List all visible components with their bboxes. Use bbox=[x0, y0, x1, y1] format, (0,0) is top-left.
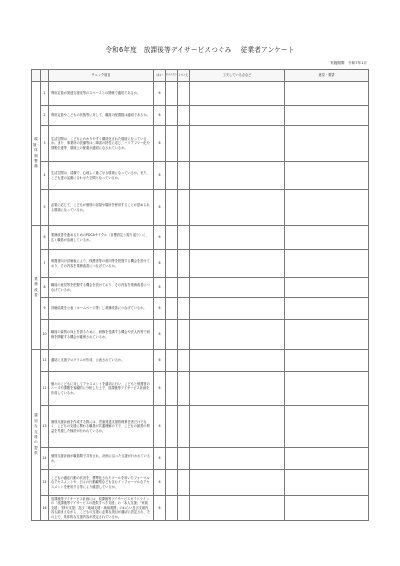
row-number: 2 bbox=[41, 106, 49, 126]
improvement-cell bbox=[190, 320, 285, 350]
remark-cell bbox=[285, 190, 369, 226]
table-row bbox=[32, 372, 369, 406]
header-no bbox=[41, 70, 49, 82]
dont-know-cell bbox=[166, 372, 178, 406]
row-number: 6 bbox=[41, 226, 49, 250]
remark-cell bbox=[285, 106, 369, 126]
check-item-text: 評価結果を公表（ホームページ等）し業務改善につなげているか。 bbox=[49, 298, 154, 320]
dont-know-cell bbox=[166, 406, 178, 448]
table-row bbox=[32, 250, 369, 278]
yes-count: 6 bbox=[154, 250, 166, 278]
no-answer-cell bbox=[178, 320, 190, 350]
table-row bbox=[32, 162, 369, 190]
dont-know-cell bbox=[166, 126, 178, 162]
dont-know-cell bbox=[166, 250, 178, 278]
remark-cell bbox=[285, 162, 369, 190]
header-check-item: チェック項目 bbox=[49, 70, 154, 82]
check-item-text: 放課後等デイサービス計画には、放課後等デイサービスガイドラインの「放課後等デイサービスの提供すべき支援」の「本人支援」「家族支援」「移行支援」及び「地域支援・地域連携」のねらい及び支援内容も踏まえながら、こどもの支援に必要な項目が適切に設定され、その上で、具体的な支援内容が設定されているか。 bbox=[49, 496, 154, 521]
remark-cell bbox=[285, 406, 369, 448]
row-number: 15 bbox=[41, 470, 49, 496]
header-remarks: 意見・要望 bbox=[285, 70, 369, 82]
row-number: 8 bbox=[41, 278, 49, 298]
check-item-text: 保護者向け評価表により、保護者等の意向等を把握する機会を設けており、その内容を業務改善につなげているか。 bbox=[49, 250, 154, 278]
no-answer-cell bbox=[178, 226, 190, 250]
remark-cell bbox=[285, 298, 369, 320]
no-answer-cell bbox=[178, 250, 190, 278]
row-number: 9 bbox=[41, 298, 49, 320]
improvement-cell bbox=[190, 406, 285, 448]
table-row bbox=[32, 470, 369, 496]
survey-period: 実施期間 令和7年1月 bbox=[330, 61, 367, 65]
check-item-text: 必要に応じて、こどもが個別の部屋や場所を使用することが認められる環境になっているか。 bbox=[49, 190, 154, 226]
table-row bbox=[32, 226, 369, 250]
improvement-cell bbox=[190, 350, 285, 372]
yes-count: 6 bbox=[154, 162, 166, 190]
yes-count: 6 bbox=[154, 448, 166, 470]
check-item-text: 適切に支援プログラムが作成、公表されているか。 bbox=[49, 350, 154, 372]
table-row bbox=[32, 82, 369, 106]
row-number: 13 bbox=[41, 406, 49, 448]
header-no-answer: いいえ bbox=[178, 70, 190, 82]
table-row bbox=[32, 298, 369, 320]
yes-count: 6 bbox=[154, 278, 166, 298]
dont-know-cell bbox=[166, 298, 178, 320]
remark-cell bbox=[285, 372, 369, 406]
dont-know-cell bbox=[166, 226, 178, 250]
check-item-text: 個別支援計画を作成する際には、児童発達支援管理責任者だけでなく、こどもの支援に関わる職員が共通理解の下で、こどもの最善の利益を考慮した検討が行われているか。 bbox=[49, 406, 154, 448]
no-answer-cell bbox=[178, 298, 190, 320]
category-cell: 業務改善 bbox=[32, 226, 41, 350]
yes-count: 6 bbox=[154, 470, 166, 496]
yes-count: 6 bbox=[154, 226, 166, 250]
header-yes: はい bbox=[154, 70, 166, 82]
yes-count: 6 bbox=[154, 406, 166, 448]
table-row bbox=[32, 190, 369, 226]
no-answer-cell bbox=[178, 126, 190, 162]
improvement-cell bbox=[190, 126, 285, 162]
row-number: 10 bbox=[41, 320, 49, 350]
improvement-cell bbox=[190, 448, 285, 470]
improvement-cell bbox=[190, 278, 285, 298]
yes-count: 6 bbox=[154, 190, 166, 226]
table-row bbox=[32, 350, 369, 372]
check-item-text: 利用定員が発達支援室等のスペースとの関係で適切であるか。 bbox=[49, 82, 154, 106]
dont-know-cell bbox=[166, 278, 178, 298]
dont-know-cell bbox=[166, 496, 178, 521]
header-dont-know: わからない bbox=[166, 70, 178, 82]
improvement-cell bbox=[190, 162, 285, 190]
dont-know-cell bbox=[166, 448, 178, 470]
page-title: 令和6年度 放課後等デイサービスつぐみ 従業者アンケート bbox=[105, 46, 295, 54]
check-item-text: 職員の資質の向上を図るために、研修を受講する機会や法人内等で研修を開催する機会が確保されているか。 bbox=[49, 320, 154, 350]
improvement-cell bbox=[190, 226, 285, 250]
row-number: 14 bbox=[41, 448, 49, 470]
dont-know-cell bbox=[166, 320, 178, 350]
remark-cell bbox=[285, 126, 369, 162]
table-row bbox=[32, 448, 369, 470]
yes-count: 6 bbox=[154, 496, 166, 521]
no-answer-cell bbox=[178, 448, 190, 470]
row-number: 4 bbox=[41, 162, 49, 190]
dont-know-cell bbox=[166, 350, 178, 372]
remark-cell bbox=[285, 448, 369, 470]
improvement-cell bbox=[190, 496, 285, 521]
no-answer-cell bbox=[178, 106, 190, 126]
yes-count: 6 bbox=[154, 372, 166, 406]
check-item-text: 個々のこどもに対してアセスメントを適切に行い、こどもと保護者のニーズや課題を客観的に分析した上で、放課後等デイサービス計画を作成しているか。 bbox=[49, 372, 154, 406]
row-number: 3 bbox=[41, 126, 49, 162]
row-number: 7 bbox=[41, 250, 49, 278]
no-answer-cell bbox=[178, 278, 190, 298]
table-row bbox=[32, 126, 369, 162]
dont-know-cell bbox=[166, 106, 178, 126]
improvement-cell bbox=[190, 106, 285, 126]
remark-cell bbox=[285, 82, 369, 106]
remark-cell bbox=[285, 278, 369, 298]
improvement-cell bbox=[190, 372, 285, 406]
check-item-text: 生活空間は、清潔で、心地よく過ごせる環境になっているか。また、こども達の活動に合わせた空間となっているか。 bbox=[49, 162, 154, 190]
dont-know-cell bbox=[166, 82, 178, 106]
table-row bbox=[32, 106, 369, 126]
check-item-text: 利用定員やこどもの状態等に対して、職員の配置数は適切であるか。 bbox=[49, 106, 154, 126]
row-number: 16 bbox=[41, 496, 49, 521]
improvement-cell bbox=[190, 190, 285, 226]
dont-know-cell bbox=[166, 470, 178, 496]
no-answer-cell bbox=[178, 496, 190, 521]
row-number: 1 bbox=[41, 82, 49, 106]
table-header-row bbox=[32, 70, 369, 82]
no-answer-cell bbox=[178, 470, 190, 496]
remark-cell bbox=[285, 320, 369, 350]
check-item-text: 業務改善を進めるためのPDCAサイクル（目標設定と振り返り）に、広く職員が参画しているか。 bbox=[49, 226, 154, 250]
remark-cell bbox=[285, 250, 369, 278]
yes-count: 6 bbox=[154, 82, 166, 106]
yes-count: 6 bbox=[154, 298, 166, 320]
category-cell: 環境・体制整備 bbox=[32, 82, 41, 226]
check-item-text: こどもの適応行動の状況を、標準化されたツールを用いたフォーマルなアセスメントや、日々の行動観察なども含むインフォーマルなアセスメントを使用する等により確認しているか。 bbox=[49, 470, 154, 496]
improvement-cell bbox=[190, 250, 285, 278]
remark-cell bbox=[285, 470, 369, 496]
no-answer-cell bbox=[178, 350, 190, 372]
row-number: 11 bbox=[41, 350, 49, 372]
table-row bbox=[32, 406, 369, 448]
row-number: 5 bbox=[41, 190, 49, 226]
yes-count: 6 bbox=[154, 350, 166, 372]
yes-count: 6 bbox=[154, 320, 166, 350]
improvement-cell bbox=[190, 470, 285, 496]
dont-know-cell bbox=[166, 190, 178, 226]
no-answer-cell bbox=[178, 372, 190, 406]
check-item-text: 個別支援計画が職員間で共有され、計画に沿った支援が行われているか。 bbox=[49, 448, 154, 470]
remark-cell bbox=[285, 350, 369, 372]
no-answer-cell bbox=[178, 162, 190, 190]
improvement-cell bbox=[190, 82, 285, 106]
yes-count: 6 bbox=[154, 106, 166, 126]
improvement-cell bbox=[190, 298, 285, 320]
table-row bbox=[32, 496, 369, 521]
survey-table bbox=[31, 69, 369, 521]
check-item-text: 生活空間は、こどもにわかりやすく構造化された環境になっているか。また、事業所の設備等は、障害の特性に応じ、バリアフリー化や情報伝達等、環境上の配慮が適切になされているか。 bbox=[49, 126, 154, 162]
remark-cell bbox=[285, 496, 369, 521]
header-improvements: 工夫している点など bbox=[190, 70, 285, 82]
remark-cell bbox=[285, 226, 369, 250]
table-row bbox=[32, 278, 369, 298]
no-answer-cell bbox=[178, 82, 190, 106]
header-cat bbox=[32, 70, 41, 82]
no-answer-cell bbox=[178, 406, 190, 448]
yes-count: 6 bbox=[154, 126, 166, 162]
table-row bbox=[32, 320, 369, 350]
check-item-text: 職員の意見等を把握する機会を設けており、その内容を業務改善につなげているか。 bbox=[49, 278, 154, 298]
no-answer-cell bbox=[178, 190, 190, 226]
row-number: 12 bbox=[41, 372, 49, 406]
category-cell: 適切な支援の提供 bbox=[32, 350, 41, 521]
dont-know-cell bbox=[166, 162, 178, 190]
